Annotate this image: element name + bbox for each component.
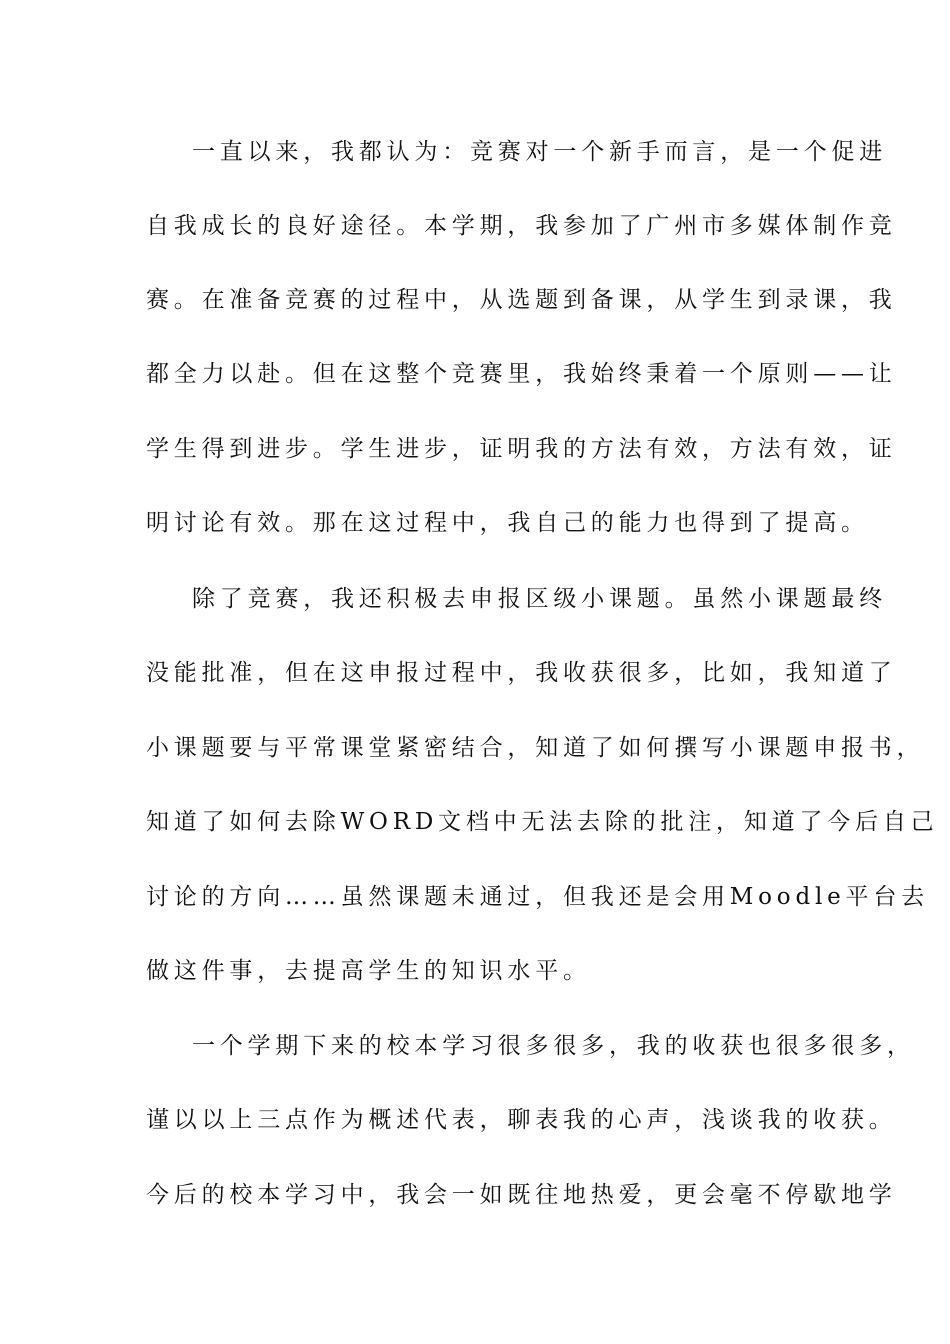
paragraph-line: 知道了如何去除WORD文档中无法去除的批注，知道了今后自己	[146, 809, 939, 835]
paragraph-line: 做这件事，去提高学生的知识水平。	[146, 958, 591, 984]
paragraph-line: 明讨论有效。那在这过程中，我自己的能力也得到了提高。	[146, 510, 869, 536]
paragraph-line: 学生得到进步。学生进步，证明我的方法有效，方法有效，证	[146, 436, 897, 462]
paragraph-line: 没能批准，但在这申报过程中，我收获很多，比如，我知道了	[146, 660, 897, 686]
paragraph-line: 小课题要与平常课堂紧密结合，知道了如何撰写小课题申报书，	[146, 735, 925, 761]
paragraph-line: 除了竞赛，我还积极去申报区级小课题。虽然小课题最终	[192, 586, 887, 612]
paragraph-line: 谨以以上三点作为概述代表，聊表我的心声，浅谈我的收获。	[146, 1107, 897, 1133]
paragraph-line: 今后的校本学习中，我会一如既往地热爱，更会毫不停歇地学	[146, 1182, 897, 1208]
paragraph-line: 讨论的方向……虽然课题未通过，但我还是会用Moodle平台去	[146, 884, 929, 910]
paragraph-line: 自我成长的良好途径。本学期，我参加了广州市多媒体制作竞	[146, 213, 897, 239]
paragraph-line: 一个学期下来的校本学习很多很多，我的收获也很多很多，	[192, 1033, 915, 1059]
paragraph-line: 一直以来，我都认为：竞赛对一个新手而言，是一个促进	[192, 139, 887, 165]
paragraph-line: 赛。在准备竞赛的过程中，从选题到备课，从学生到录课，我	[146, 287, 897, 313]
paragraph-line: 都全力以赴。但在这整个竞赛里，我始终秉着一个原则——让	[146, 361, 897, 387]
